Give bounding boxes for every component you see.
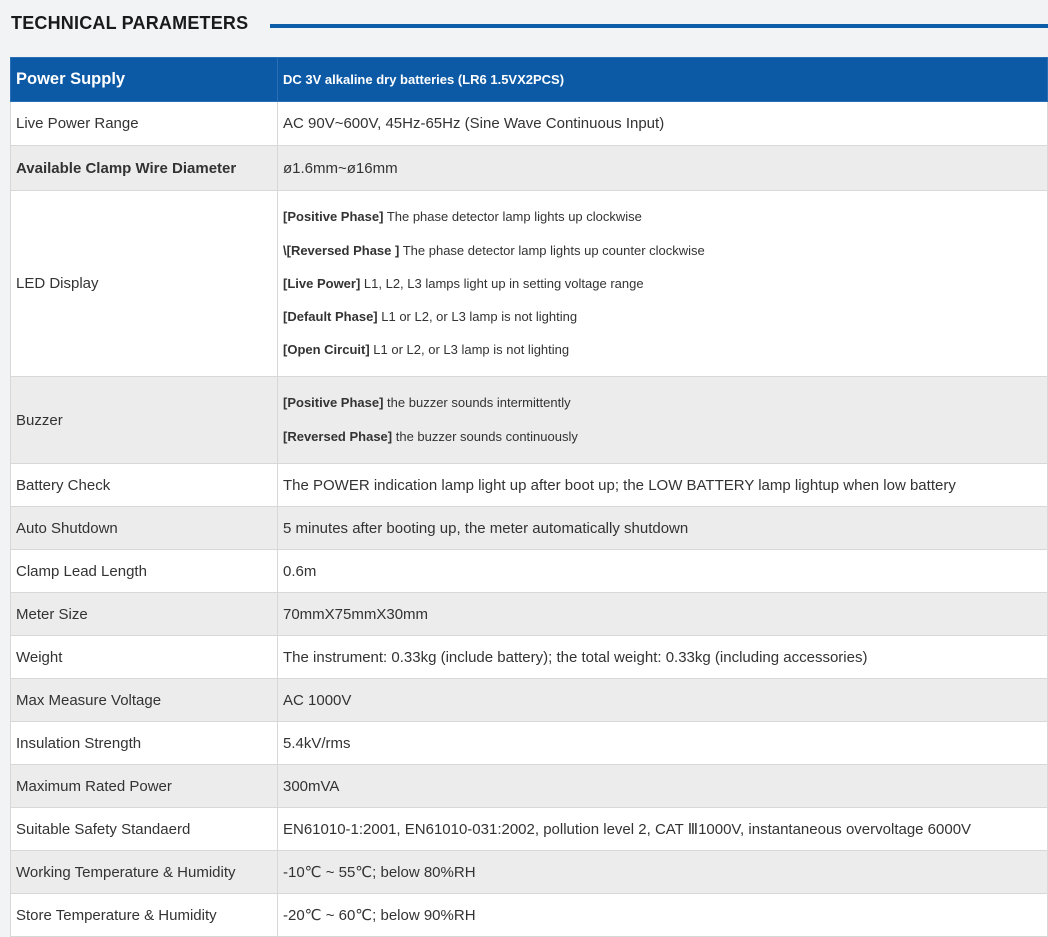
param-value: 70mmX75mmX30mm xyxy=(278,593,1048,636)
parameters-table xyxy=(10,57,1048,937)
table-row xyxy=(11,377,1048,464)
param-label: Clamp Lead Length xyxy=(11,550,278,593)
param-label: Store Temperature & Humidity xyxy=(11,894,278,937)
param-label: Battery Check xyxy=(11,464,278,507)
param-value: The POWER indication lamp light up after boot up; the LOW BATTERY lamp lightup when low battery xyxy=(278,464,1048,507)
section-header xyxy=(0,0,1048,56)
table-row xyxy=(11,102,1048,146)
param-value: 5.4kV/rms xyxy=(278,722,1048,765)
param-label: Auto Shutdown xyxy=(11,507,278,550)
table-row xyxy=(11,507,1048,550)
led-line: [Live Power] L1, L2, L3 lamps light up in setting voltage range xyxy=(283,275,644,291)
param-label: Power Supply xyxy=(11,58,278,102)
table-row xyxy=(11,894,1048,937)
param-value: 0.6m xyxy=(278,550,1048,593)
table-row xyxy=(11,191,1048,377)
param-value: 300mVA xyxy=(278,765,1048,808)
param-value: DC 3V alkaline dry batteries (LR6 1.5VX2PCS) xyxy=(278,58,1048,102)
param-label: Working Temperature & Humidity xyxy=(11,851,278,894)
param-value xyxy=(278,377,1048,464)
param-value xyxy=(278,191,1048,377)
param-label: Suitable Safety Standaerd xyxy=(11,808,278,851)
param-label: Insulation Strength xyxy=(11,722,278,765)
page-title: TECHNICAL PARAMETERS xyxy=(11,13,249,33)
param-label: Maximum Rated Power xyxy=(11,765,278,808)
buzzer-line: [Reversed Phase] the buzzer sounds continuously xyxy=(283,429,578,444)
param-value: -10℃ ~ 55℃; below 80%RH xyxy=(278,851,1048,894)
param-value: ø1.6mm~ø16mm xyxy=(278,146,1048,191)
param-label: LED Display xyxy=(11,191,278,377)
table-row xyxy=(11,765,1048,808)
led-line: \[Reversed Phase ] The phase detector lamp lights up counter clockwise xyxy=(283,242,705,258)
param-value: EN61010-1:2001, EN61010-031:2002, pollution level 2, CAT Ⅲ1000V, instantaneous overvoltage 6000V xyxy=(278,808,1048,851)
param-label: Max Measure Voltage xyxy=(11,679,278,722)
table-row xyxy=(11,636,1048,679)
param-label: Buzzer xyxy=(11,377,278,464)
param-value: AC 1000V xyxy=(278,679,1048,722)
table-row xyxy=(11,679,1048,722)
param-value: -20℃ ~ 60℃; below 90%RH xyxy=(278,894,1048,937)
table-row xyxy=(11,593,1048,636)
table-row xyxy=(11,146,1048,191)
header-divider xyxy=(270,24,1048,28)
led-line: [Positive Phase] The phase detector lamp lights up clockwise xyxy=(283,209,642,225)
param-value: AC 90V~600V, 45Hz-65Hz (Sine Wave Continuous Input) xyxy=(278,102,1048,146)
table-header-row xyxy=(11,58,1048,102)
led-line: [Default Phase] L1 or L2, or L3 lamp is not lighting xyxy=(283,309,578,325)
param-label: Meter Size xyxy=(11,593,278,636)
led-line: [Open Circuit] L1 or L2, or L3 lamp is not lighting xyxy=(283,342,570,358)
param-label: Weight xyxy=(11,636,278,679)
param-label: Available Clamp Wire Diameter xyxy=(11,146,278,191)
param-label: Live Power Range xyxy=(11,102,278,146)
param-value: The instrument: 0.33kg (include battery); the total weight: 0.33kg (including accessories) xyxy=(278,636,1048,679)
table-row xyxy=(11,550,1048,593)
table-row xyxy=(11,464,1048,507)
param-value: 5 minutes after booting up, the meter automatically shutdown xyxy=(278,507,1048,550)
table-row xyxy=(11,851,1048,894)
table-row xyxy=(11,808,1048,851)
buzzer-line: [Positive Phase] the buzzer sounds intermittently xyxy=(283,395,571,410)
table-row xyxy=(11,722,1048,765)
